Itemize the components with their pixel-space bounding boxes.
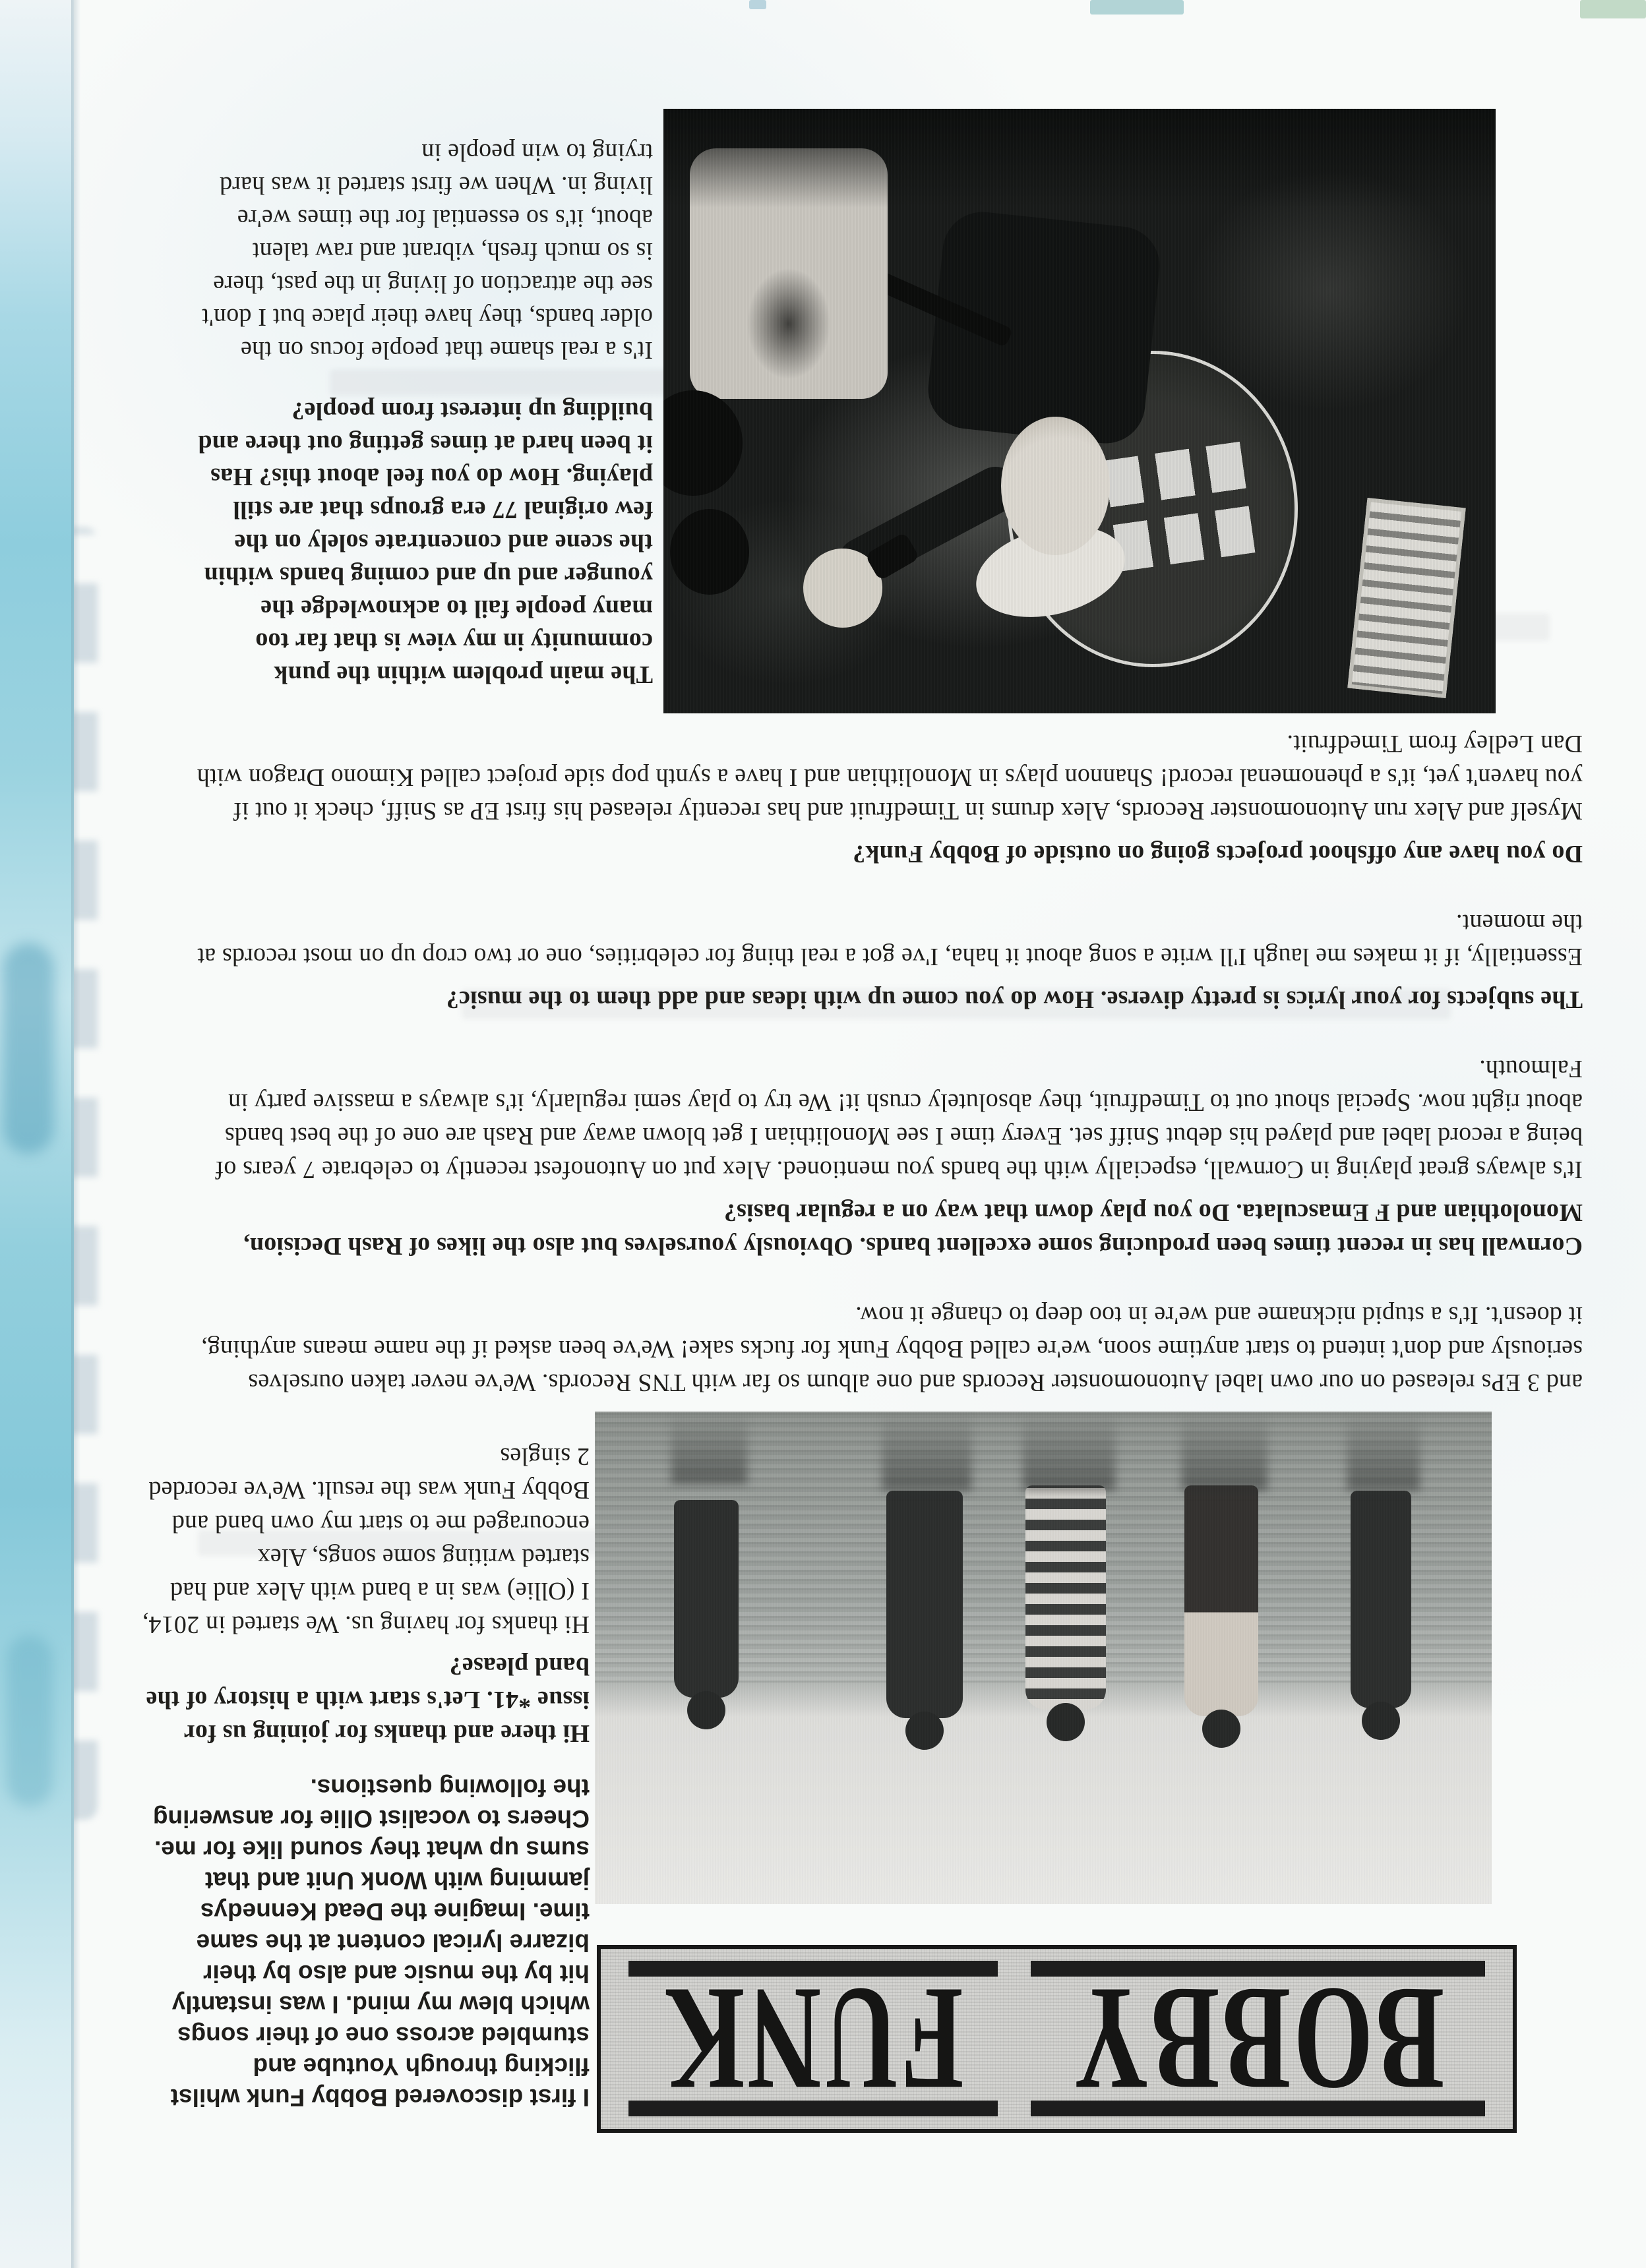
interview-wide-block: [195, 727, 1583, 1399]
scan-edge-blob: [3, 943, 54, 1154]
logo-word-frame: [1031, 1956, 1485, 2122]
band-in-sea-photo: [595, 1412, 1492, 1904]
answer-2: It's always great playing in Cornwall, especially with the bands you mentioned. Alex put on Autonofest recently to celebrate 7 years of being a record label and played his debut Sniff set. Every time I see Monolithian I get blown away and Rash are one of the best bands about right now. Special shout out to Timedfruit, they absolutely crush it! We try to play semi regularly, it's always a massive party in Falmouth.: [215, 1055, 1583, 1183]
answer-4: Myself and Alex run Autonomonster Records, Alex drums in Timedfruit and has recently released his first EP as Sniff, check it out if you haven't yet, it's a phenomenal record! Shannon plays in Monolithian and I have a synth pop side project called Kimono Dragon with Dan Ledley from Timedfruit.: [197, 730, 1583, 825]
question-5: The main problem within the punk community in my view is that far too many people fail to acknowledge the younger and up and coming bands within the scene and concentrate solely on the few original 77 era groups that are still playing. How do you feel about this? Has it been hard at times getting out there and building up interest from people?: [198, 397, 653, 688]
question-1: Hi there and thanks for joining us for issue *41. Let's start with a history of the band please?: [146, 1652, 590, 1747]
scan-fragment-green: [1580, 0, 1646, 18]
answer-1-wide-part: and 3 EPs released on our own label Autonomonster Records and one album so far with TNS Records. We've never taken ourselves seriously and don't intend to start anytime soon, we're called Bobby Funk for fucks sake! We've been asked if the name means anything, it doesn't. It's a stupid nickname and we're in too deep to change it now.: [200, 1301, 1583, 1396]
scan-edge-shadow: [71, 0, 80, 2268]
question-4: Do you have any offshoot projects going on outside of Bobby Funk?: [852, 840, 1583, 868]
final-question-column: [191, 136, 653, 691]
logo-word-frame: [628, 1956, 998, 2122]
intro-column: [141, 1439, 590, 2113]
scan-fragment-teal-small: [749, 0, 766, 9]
logo-text-bobby: BOBBY: [1072, 1956, 1445, 2122]
intro-paragraph: I first discovered Bobby Funk whilst flicking through Youtube and stumbled across one of their songs which blew my mind. I was instantly hit by the music and also by their bizarre lyrical content at the same time. Imagine the Dead Kennedys jamming with Wonk Unit and that sums up what they sound like for me. Cheers to vocalist Ollie for answering the following questions.: [152, 1774, 590, 2111]
bobby-funk-logo: [597, 1945, 1517, 2133]
question-2: Cornwall has in recent times been producing some excellent bands. Obviously yourselves but also the likes of Rash Decision, Monolothian and F Emasculata. Do you play down that way on a regular basis?: [243, 1199, 1583, 1260]
photo-grain: [663, 109, 1496, 713]
answer-5: It's a real shame that people focus on the older bands, they have their place but I don't see the attraction of living in the past, there is so much fresh, vibrant and raw talent about, it's so essential for the times we're living in. When we first started it was hard trying to win people in: [202, 138, 653, 364]
photo-grain: [595, 1412, 1492, 1904]
logo-text-funk: FUNK: [662, 1956, 964, 2122]
question-3: The subjects for your lyrics is pretty diverse. How do you come up with ideas and add them to the music?: [446, 986, 1583, 1013]
answer-1-column-part: Hi thanks for having us. We started in 2014, I (Ollie) was in a band with Alex and had started writing some songs, Alex encouraged me to start my own band and Bobby Funk was the result. We've recorded 2 singles: [142, 1443, 590, 1638]
scan-fragment-teal: [1090, 0, 1184, 15]
live-gig-photo: [663, 109, 1496, 713]
scan-edge-blob: [7, 1635, 53, 1806]
answer-3: Essentially, if it makes me laugh I'll write a song about it haha, I've got a real thing for celebrities, one or two crop up on most records at the moment.: [197, 909, 1583, 970]
